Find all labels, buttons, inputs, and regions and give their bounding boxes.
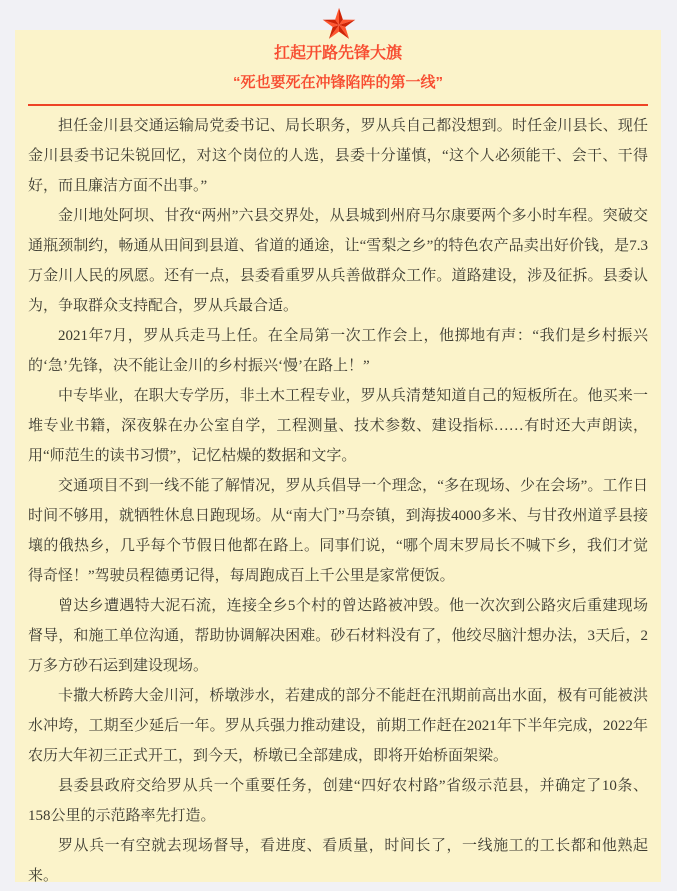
article-paragraph: 2021年7月，罗从兵走马上任。在全局第一次工作会上，他掷地有声：“我们是乡村振兴的‘急’先锋，决不能让金川的乡村振兴‘慢’在路上！”	[28, 328, 648, 374]
article-paragraph: 中专毕业，在职大专学历，非土木工程专业，罗从兵清楚知道自己的短板所在。他买来一堆专业书籍，深夜躲在办公室自学，工程测量、技术参数、建设指标……有时还大声朗读，用“师范生的读书习惯”，记忆枯燥的数据和文字。	[28, 388, 648, 464]
article-paragraph: 曾达乡遭遇特大泥石流，连接全乡5个村的曾达路被冲毁。他一次次到公路灾后重建现场督导，和施工单位沟通，帮助协调解决困难。砂石材料没有了，他绞尽脑汁想办法，3天后，2万多方砂石运到建设现场。	[28, 598, 648, 674]
article-paragraph: 担任金川县交通运输局党委书记、局长职务，罗从兵自己都没想到。时任金川县长、现任金川县委书记朱锐回忆，对这个岗位的人选，县委十分谨慎，“这个人必须能干、会干、干得好，而且廉洁方面不出事。”	[28, 118, 648, 194]
red-star-icon	[320, 6, 358, 44]
article-title: 扛起开路先锋大旗	[273, 45, 402, 62]
article-body	[15, 106, 661, 891]
article-paragraph: 交通项目不到一线不能了解情况，罗从兵倡导一个理念，“多在现场、少在会场”。工作日时间不够用，就牺牲休息日跑现场。从“南大门”马奈镇，到海拔4000多米、与甘孜州道孚县接壤的俄热乡，几乎每个节假日他都在路上。同事们说，“哪个周末罗局长不喊下乡，我们才觉得奇怪！”驾驶员程德勇记得，每周跑成百上千公里是家常便饭。	[28, 478, 648, 584]
article-panel	[15, 30, 661, 882]
article-paragraph: 县委县政府交给罗从兵一个重要任务，创建“四好农村路”省级示范县，并确定了10条、158公里的示范路率先打造。	[28, 778, 648, 824]
article-subtitle: “死也要死在冲锋陷阵的第一线”	[232, 74, 443, 91]
article-paragraph: 罗从兵一有空就去现场督导，看进度、看质量，时间长了，一线施工的工长都和他熟起来。	[28, 838, 648, 884]
article-paragraph: 卡撒大桥跨大金川河，桥墩涉水，若建成的部分不能赶在汛期前高出水面，极有可能被洪水冲垮，工期至少延后一年。罗从兵强力推动建设，前期工作赶在2021年下半年完成，2022年农历大年初三正式开工，到今天，桥墩已全部建成，即将开始桥面架梁。	[28, 688, 648, 764]
article-paragraph: 金川地处阿坝、甘孜“两州”六县交界处，从县城到州府马尔康要两个多小时车程。突破交通瓶颈制约，畅通从田间到县道、省道的通途，让“雪梨之乡”的特色农产品卖出好价钱，是7.3万金川人民的夙愿。还有一点，县委看重罗从兵善做群众工作。道路建设，涉及征拆。县委认为，争取群众支持配合，罗从兵最合适。	[28, 208, 648, 314]
